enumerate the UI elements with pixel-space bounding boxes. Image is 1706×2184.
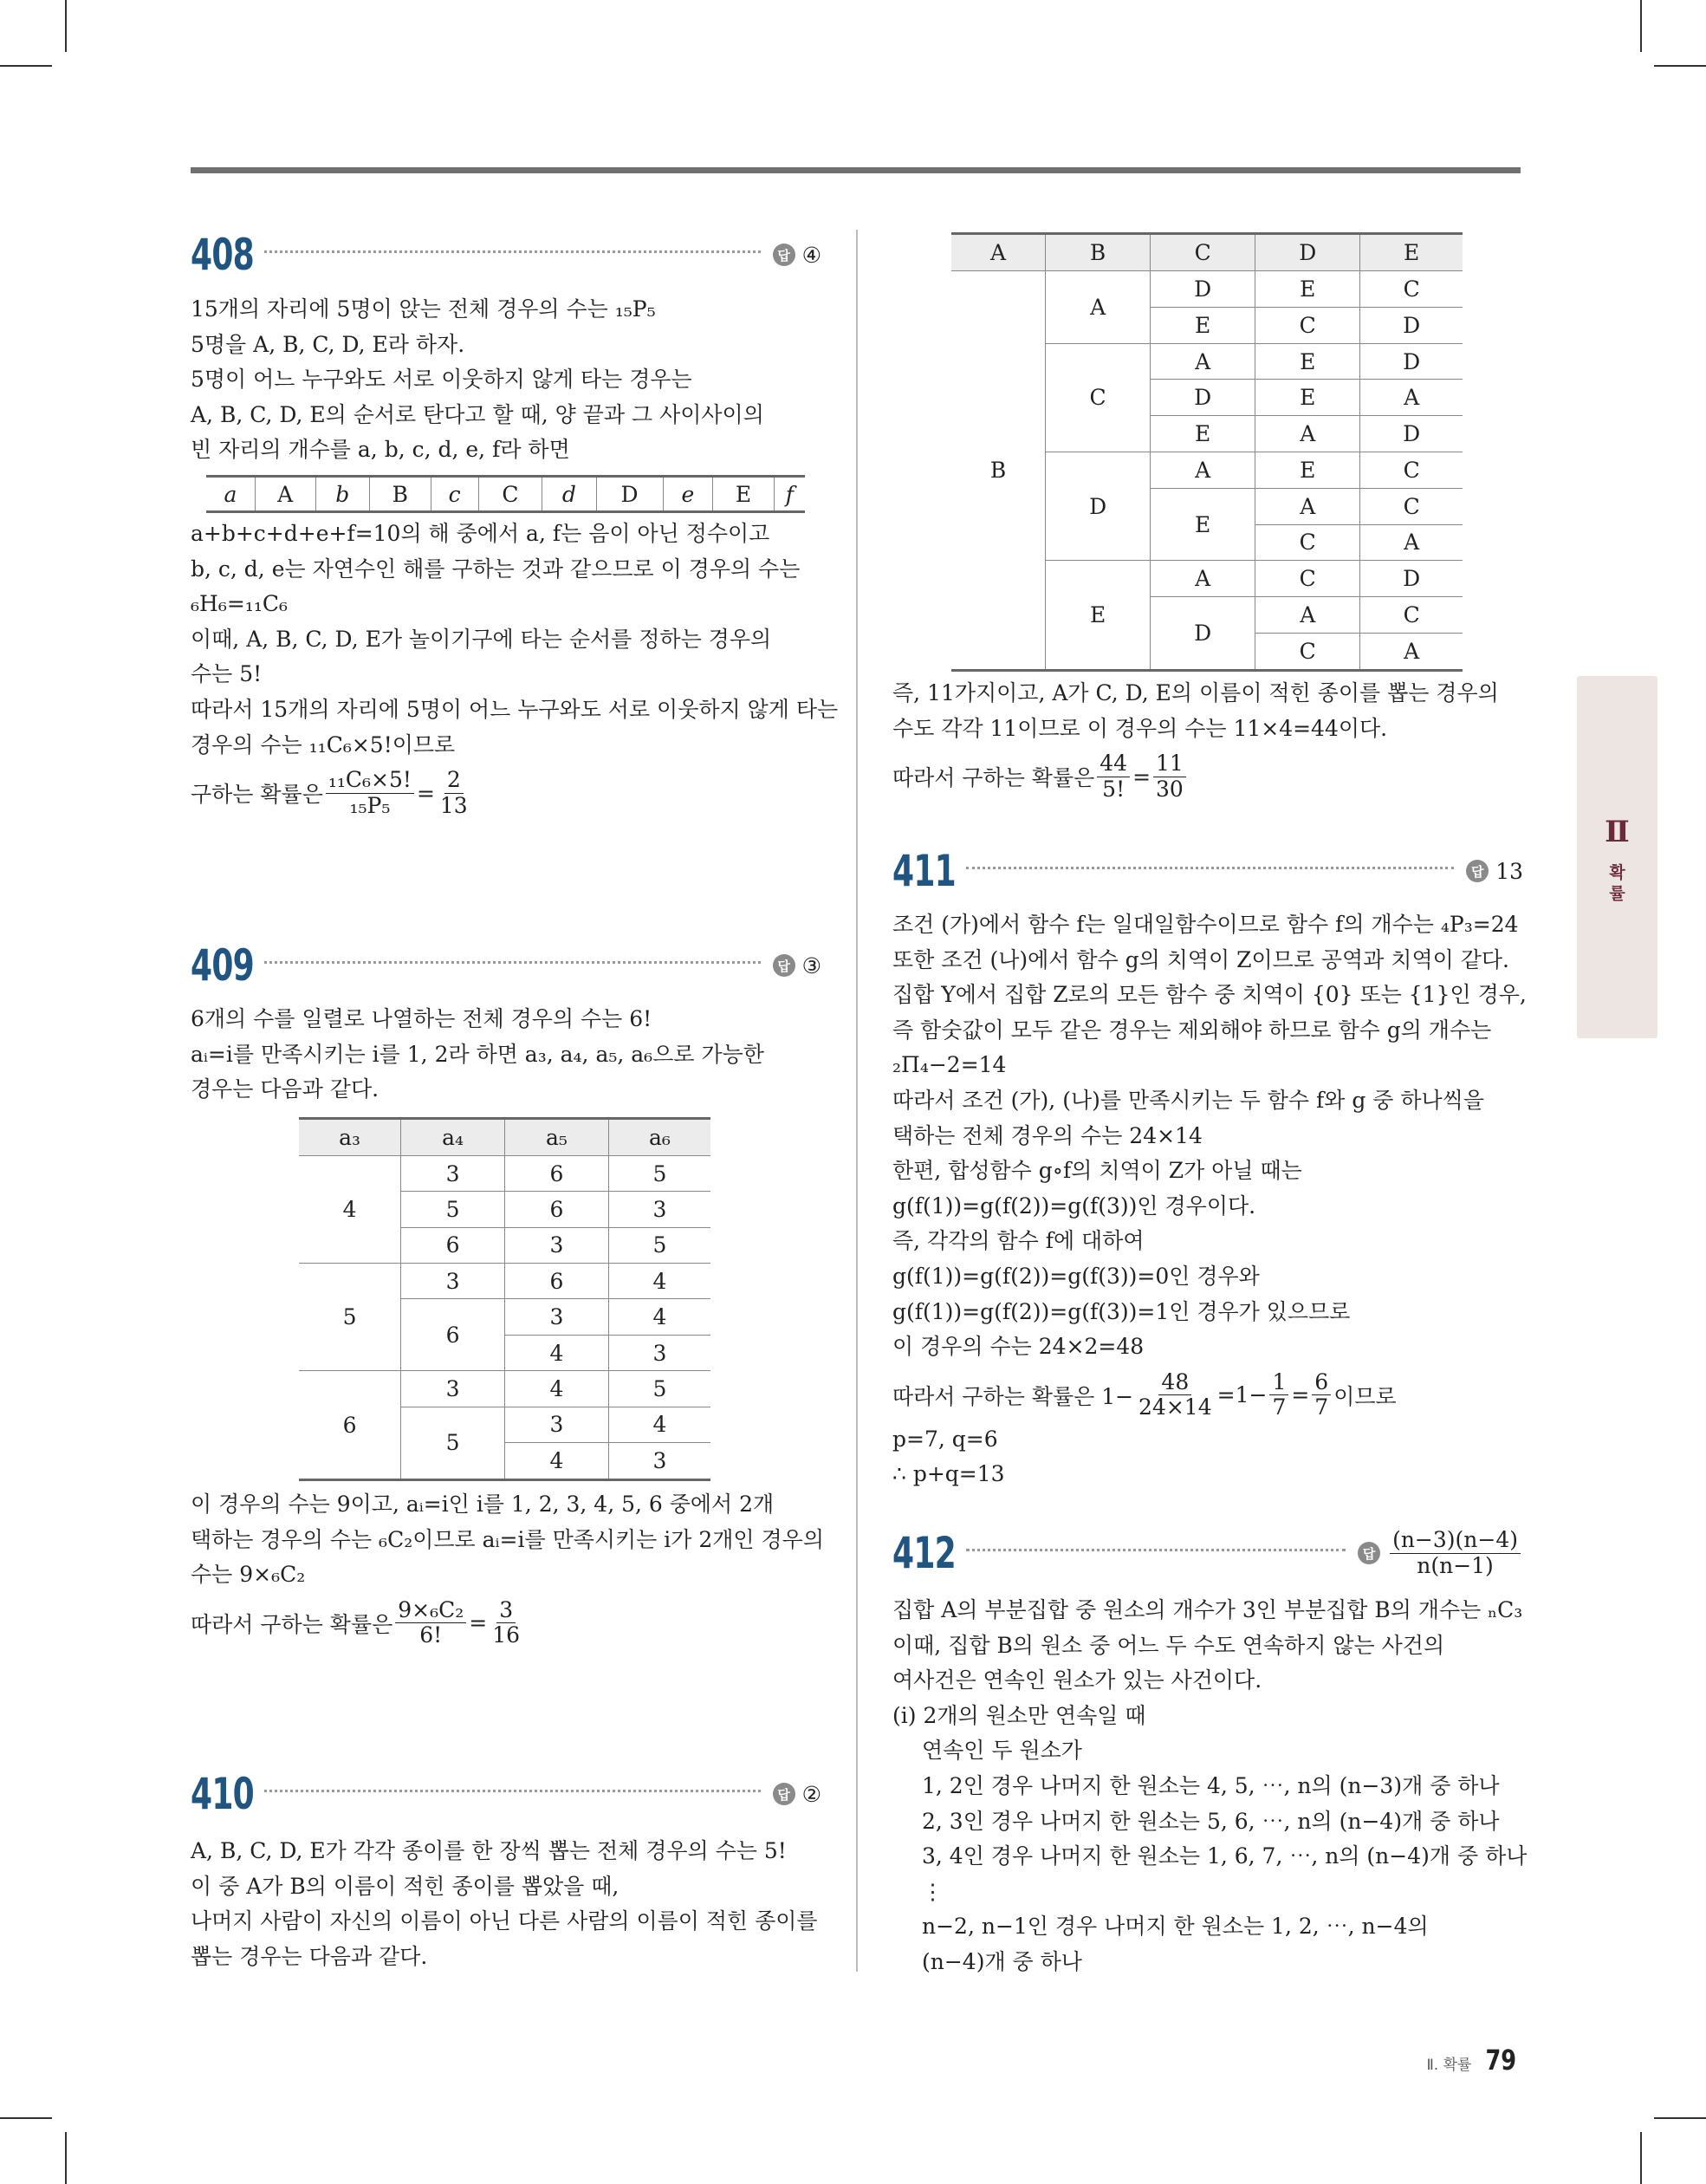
table-row bbox=[299, 1371, 710, 1407]
table-cell: E bbox=[1255, 271, 1360, 308]
fraction-numerator: ₁₁C₆×5! bbox=[326, 769, 414, 793]
crop-mark bbox=[0, 65, 52, 67]
fraction bbox=[1312, 1368, 1331, 1420]
table-cell: 3 bbox=[504, 1227, 608, 1263]
q409-table bbox=[299, 1117, 710, 1481]
problem-number: 408 bbox=[191, 230, 254, 280]
table-header-row bbox=[951, 234, 1463, 271]
q408-body-b bbox=[191, 517, 838, 820]
problem-number: 409 bbox=[191, 940, 254, 991]
text-line: 1, 2인 경우 나머지 한 원소는 4, 5, ⋯, n의 (n−3)개 중 하나 bbox=[922, 1772, 1500, 1798]
table-cell: A bbox=[1151, 452, 1255, 488]
table-cell: 4 bbox=[608, 1264, 710, 1299]
problem-number: 412 bbox=[892, 1528, 956, 1578]
table-cell: D bbox=[1151, 597, 1255, 671]
fraction bbox=[395, 1599, 466, 1648]
table-cell: A bbox=[1151, 561, 1255, 597]
text-line: 2, 3인 경우 나머지 한 원소는 5, 6, ⋯, n의 (n−4)개 중 하나 bbox=[922, 1808, 1500, 1834]
table-cell: 6 bbox=[401, 1227, 505, 1263]
text-line: 빈 자리의 개수를 a, b, c, d, e, f라 하면 bbox=[191, 437, 570, 463]
text-line: A, B, C, D, E의 순서로 탄다고 할 때, 양 끝과 그 사이사이의 bbox=[191, 401, 764, 427]
table-cell: e bbox=[663, 477, 713, 512]
table-cell: A bbox=[1046, 271, 1151, 344]
fraction-denominator: n(n−1) bbox=[1417, 1552, 1494, 1578]
text-line: 3, 4인 경우 나머지 한 원소는 1, 6, 7, ⋯, n의 (n−4)개 중 하나 bbox=[922, 1843, 1528, 1869]
table-cell: 6 bbox=[401, 1299, 505, 1371]
fraction-denominator: 13 bbox=[439, 792, 468, 818]
column-header: B bbox=[1046, 234, 1151, 271]
table-header-row bbox=[299, 1119, 710, 1156]
table-cell: 4 bbox=[608, 1299, 710, 1335]
fraction-numerator: 6 bbox=[1312, 1371, 1331, 1395]
table-cell: A bbox=[1360, 633, 1463, 670]
text-segment: = bbox=[469, 1610, 488, 1636]
table-cell: 6 bbox=[504, 1264, 608, 1299]
q410-body-a bbox=[191, 1834, 818, 1974]
text-line: g(f(1))=g(f(2))=g(f(3))=1인 경우가 있으므로 bbox=[892, 1298, 1351, 1324]
table-cell: C bbox=[478, 477, 542, 512]
text-line: ₆H₆=₁₁C₆ bbox=[191, 591, 288, 617]
text-line: 6개의 수를 일렬로 나열하는 전체 경우의 수는 6! bbox=[191, 1006, 652, 1031]
fraction-numerator: 2 bbox=[444, 769, 464, 793]
table-cell: E bbox=[1151, 307, 1255, 343]
problem-number: 411 bbox=[892, 846, 956, 896]
table-cell: d bbox=[542, 477, 596, 512]
text-segment: 따라서 구하는 확률은 bbox=[892, 765, 1095, 791]
q410-body-b bbox=[892, 676, 1499, 803]
table-row bbox=[951, 271, 1463, 308]
text-line: 수도 각각 11이므로 이 경우의 수는 11×4=44이다. bbox=[892, 715, 1388, 741]
table-cell: 4 bbox=[504, 1371, 608, 1407]
table-cell: 3 bbox=[504, 1407, 608, 1442]
fraction-denominator: 7 bbox=[1272, 1394, 1287, 1420]
q408-body-a bbox=[191, 292, 764, 468]
text-line: 또한 조건 (나)에서 함수 g의 치역이 Z이므로 공역과 치역이 같다. bbox=[892, 946, 1509, 972]
column-header: a₅ bbox=[504, 1119, 608, 1156]
table-cell: E bbox=[1255, 343, 1360, 380]
table-cell: 4 bbox=[504, 1335, 608, 1370]
table-cell: B bbox=[369, 477, 431, 512]
column-divider bbox=[856, 230, 858, 1972]
crop-mark bbox=[65, 2132, 67, 2184]
q409-body-b bbox=[191, 1487, 824, 1650]
table-cell: A bbox=[1255, 488, 1360, 524]
answer: 13 bbox=[1495, 858, 1523, 884]
column-header: a₃ bbox=[299, 1119, 401, 1156]
table-cell: 3 bbox=[608, 1335, 710, 1370]
table-cell: A bbox=[1151, 343, 1255, 380]
table-cell: 5 bbox=[608, 1155, 710, 1191]
table-cell: E bbox=[713, 477, 774, 512]
chapter-label bbox=[1577, 862, 1657, 904]
table-cell: b bbox=[315, 477, 369, 512]
table-cell: 5 bbox=[299, 1264, 401, 1371]
dotted-leader bbox=[966, 1549, 1346, 1551]
table-cell: 3 bbox=[608, 1443, 710, 1480]
table-cell: D bbox=[1151, 380, 1255, 416]
text-line: ∴ p+q=13 bbox=[892, 1461, 1005, 1487]
table-cell: a bbox=[206, 477, 255, 512]
text-line: (i) 2개의 원소만 연속일 때 bbox=[892, 1702, 1146, 1728]
q410-header bbox=[191, 1768, 821, 1820]
fraction bbox=[1269, 1368, 1288, 1420]
table-cell: 3 bbox=[401, 1371, 505, 1407]
chapter-numeral: Ⅱ bbox=[1605, 815, 1630, 849]
fraction-denominator: 24×14 bbox=[1138, 1394, 1212, 1420]
fraction bbox=[326, 769, 414, 817]
answer-badge-icon: 답 bbox=[773, 244, 795, 266]
text-line: 5명을 A, B, C, D, E라 하자. bbox=[191, 331, 465, 357]
text-segment: 따라서 구하는 확률은 1− bbox=[892, 1383, 1134, 1409]
table-cell: 3 bbox=[504, 1299, 608, 1335]
column-header: C bbox=[1151, 234, 1255, 271]
table-cell: 5 bbox=[401, 1407, 505, 1479]
text-line: 집합 Y에서 집합 Z로의 모든 함수 중 치역이 {0} 또는 {1}인 경우, bbox=[892, 982, 1527, 1008]
text-line: 택하는 경우의 수는 ₆C₂이므로 aᵢ=i를 만족시키는 i가 2개인 경우의 bbox=[191, 1526, 824, 1552]
table-cell: 5 bbox=[401, 1192, 505, 1227]
table-cell: E bbox=[1046, 561, 1151, 671]
table-row bbox=[206, 477, 805, 512]
text-line: 즉 함숫값이 모두 같은 경우는 제외해야 하므로 함수 g의 개수는 bbox=[892, 1017, 1492, 1043]
table-cell: C bbox=[1255, 561, 1360, 597]
text-line: b, c, d, e는 자연수인 해를 구하는 것과 같으므로 이 경우의 수는 bbox=[191, 556, 801, 582]
q409-body-a bbox=[191, 1002, 764, 1108]
text-line: 조건 (가)에서 함수 f는 일대일함수이므로 함수 f의 개수는 ₄P₃=24 bbox=[892, 912, 1519, 937]
fraction-numerator: 1 bbox=[1269, 1371, 1288, 1395]
table-cell: 3 bbox=[401, 1264, 505, 1299]
text-line: n−2, n−1인 경우 나머지 한 원소는 1, 2, ⋯, n−4의 bbox=[922, 1914, 1429, 1940]
fraction-denominator: 6! bbox=[419, 1622, 443, 1648]
text-line: ₂Π₄−2=14 bbox=[892, 1052, 1007, 1078]
text-line: 뽑는 경우는 다음과 같다. bbox=[191, 1943, 428, 1969]
text-line: 경우의 수는 ₁₁C₆×5!이므로 bbox=[191, 731, 456, 757]
text-segment: 구하는 확률은 bbox=[191, 782, 323, 808]
text-line: 따라서 15개의 자리에 5명이 어느 누구와도 서로 이웃하지 않게 타는 bbox=[191, 696, 839, 722]
text-line: g(f(1))=g(f(2))=g(f(3))=0인 경우와 bbox=[892, 1263, 1260, 1289]
table-cell: C bbox=[1255, 633, 1360, 670]
table-cell: 4 bbox=[608, 1407, 710, 1442]
text-line: A, B, C, D, E가 각각 종이를 한 장씩 뽑는 전체 경우의 수는 5! bbox=[191, 1838, 787, 1863]
table-cell: 5 bbox=[608, 1227, 710, 1263]
text-line: 수는 5! bbox=[191, 661, 263, 687]
column-header: D bbox=[1255, 234, 1360, 271]
table-cell: C bbox=[1255, 524, 1360, 561]
table-cell: D bbox=[1046, 452, 1151, 560]
text-line: 이 경우의 수는 9이고, aᵢ=i인 i를 1, 2, 3, 4, 5, 6 중에서 2개 bbox=[191, 1492, 775, 1517]
column-header: a₄ bbox=[401, 1119, 505, 1156]
table-cell: c bbox=[431, 477, 478, 512]
text-line: 나머지 사람이 자신의 이름이 아닌 다른 사람의 이름이 적힌 종이를 bbox=[191, 1908, 818, 1934]
probability-line bbox=[191, 766, 838, 820]
q412-header bbox=[892, 1527, 1523, 1579]
table-cell: E bbox=[1151, 416, 1255, 452]
answer: ② bbox=[801, 1781, 821, 1807]
q409-header bbox=[191, 939, 821, 991]
text-line: p=7, q=6 bbox=[892, 1426, 998, 1452]
table-cell: D bbox=[596, 477, 663, 512]
chapter-label-char: 률 bbox=[1609, 884, 1625, 903]
text-line: 택하는 전체 경우의 수는 24×14 bbox=[892, 1122, 1203, 1148]
fraction bbox=[438, 769, 470, 817]
q411-header bbox=[892, 845, 1523, 897]
table-cell: E bbox=[1255, 452, 1360, 488]
table-cell: A bbox=[1255, 597, 1360, 634]
table-cell: f bbox=[774, 477, 805, 512]
text-segment: = bbox=[1291, 1382, 1310, 1408]
q408-table bbox=[206, 475, 805, 513]
table-cell: C bbox=[1360, 488, 1463, 524]
fraction-numerator: 44 bbox=[1097, 752, 1130, 777]
table-cell: E bbox=[1151, 488, 1255, 561]
answer: ③ bbox=[801, 952, 821, 978]
fraction-numerator: 11 bbox=[1153, 752, 1186, 777]
text-segment: 따라서 구하는 확률은 bbox=[191, 1611, 393, 1637]
table-cell: 3 bbox=[608, 1192, 710, 1227]
text-line: 수는 9×₆C₂ bbox=[191, 1562, 306, 1588]
fraction bbox=[1136, 1368, 1215, 1420]
answer-fraction bbox=[1390, 1529, 1521, 1577]
table-cell: 6 bbox=[504, 1155, 608, 1191]
text-line: 이때, 집합 B의 원소 중 어느 두 수도 연속하지 않는 사건의 bbox=[892, 1632, 1445, 1658]
table-cell: 4 bbox=[299, 1155, 401, 1263]
q408-header bbox=[191, 229, 821, 281]
text-line: 따라서 조건 (가), (나)를 만족시키는 두 함수 f와 g 중 하나씩을 bbox=[892, 1087, 1484, 1113]
column-header: A bbox=[951, 234, 1046, 271]
answer: ④ bbox=[801, 242, 821, 268]
dotted-leader bbox=[264, 1790, 761, 1792]
text-line: 한편, 합성함수 g∘f의 치역이 Z가 아닐 때는 bbox=[892, 1158, 1302, 1184]
fraction-numerator: 9×₆C₂ bbox=[395, 1599, 466, 1623]
q411-body bbox=[892, 907, 1527, 1492]
crop-mark bbox=[1640, 2132, 1642, 2184]
fraction bbox=[1097, 752, 1130, 801]
chapter-label-char: 확 bbox=[1609, 863, 1625, 882]
crop-mark bbox=[0, 2117, 52, 2119]
table-cell: 5 bbox=[608, 1371, 710, 1407]
table-cell: 4 bbox=[504, 1443, 608, 1480]
table-row bbox=[299, 1155, 710, 1191]
crop-mark bbox=[65, 0, 67, 52]
dotted-leader bbox=[264, 250, 761, 253]
probability-line bbox=[191, 1596, 824, 1650]
table-cell: 6 bbox=[504, 1192, 608, 1227]
fraction-denominator: 30 bbox=[1156, 776, 1184, 802]
text-line: a+b+c+d+e+f=10의 해 중에서 a, f는 음이 아닌 정수이고 bbox=[191, 521, 770, 546]
text-line: 15개의 자리에 5명이 앉는 전체 경우의 수는 ₁₅P₅ bbox=[191, 296, 656, 322]
table-cell: D bbox=[1151, 271, 1255, 308]
footer-chapter: Ⅱ. 확률 bbox=[1426, 2057, 1472, 2074]
table-cell: D bbox=[1360, 416, 1463, 452]
fraction-denominator: ₁₅P₅ bbox=[349, 792, 391, 818]
text-segment: 이므로 bbox=[1333, 1383, 1397, 1409]
answer-badge-icon: 답 bbox=[773, 1783, 795, 1805]
dotted-leader bbox=[966, 867, 1454, 869]
table-cell: C bbox=[1360, 597, 1463, 634]
table-cell: A bbox=[1360, 380, 1463, 416]
problem-number: 410 bbox=[191, 1769, 254, 1819]
text-line: 이 경우의 수는 24×2=48 bbox=[892, 1334, 1145, 1360]
table-cell: A bbox=[1255, 416, 1360, 452]
top-rule bbox=[191, 167, 1521, 173]
table-cell: B bbox=[951, 271, 1046, 671]
text-line: 연속인 두 원소가 bbox=[922, 1738, 1082, 1764]
fraction bbox=[1153, 752, 1186, 801]
text-line: 즉, 11가지이고, A가 C, D, E의 이름이 적힌 종이를 뽑는 경우의 bbox=[892, 680, 1499, 705]
chapter-side-tab bbox=[1577, 676, 1657, 1038]
table-cell: 3 bbox=[401, 1155, 505, 1191]
dotted-leader bbox=[264, 961, 761, 964]
text-line: 집합 A의 부분집합 중 원소의 개수가 3인 부분집합 B의 개수는 ₙC₃ bbox=[892, 1597, 1523, 1622]
text-segment: = bbox=[416, 780, 435, 806]
answer-badge-icon: 답 bbox=[1466, 860, 1489, 882]
fraction-denominator: 16 bbox=[492, 1622, 521, 1648]
answer-badge-icon: 답 bbox=[1358, 1542, 1380, 1564]
text-segment: = bbox=[1132, 764, 1151, 790]
table-cell: C bbox=[1360, 452, 1463, 488]
fraction-numerator: (n−3)(n−4) bbox=[1390, 1529, 1521, 1553]
text-line: aᵢ=i를 만족시키는 i를 1, 2라 하면 a₃, a₄, a₅, a₆으로 가능한 bbox=[191, 1041, 764, 1067]
page-number: 79 bbox=[1485, 2044, 1517, 2077]
fraction bbox=[490, 1599, 522, 1648]
text-line: 5명이 어느 누구와도 서로 이웃하지 않게 타는 경우는 bbox=[191, 367, 692, 393]
column-header: a₆ bbox=[608, 1119, 710, 1156]
table-cell: D bbox=[1360, 343, 1463, 380]
table-cell: C bbox=[1255, 307, 1360, 343]
answer-badge-icon: 답 bbox=[773, 954, 795, 977]
crop-mark bbox=[1654, 2117, 1706, 2119]
table-cell: C bbox=[1360, 271, 1463, 308]
q410-table bbox=[951, 232, 1463, 672]
table-cell: D bbox=[1360, 561, 1463, 597]
text-line: 여사건은 연속인 원소가 있는 사건이다. bbox=[892, 1667, 1262, 1693]
table-cell: 6 bbox=[299, 1371, 401, 1480]
fraction-numerator: 48 bbox=[1158, 1371, 1191, 1395]
table-cell: A bbox=[255, 477, 315, 512]
text-line: 이 중 A가 B의 이름이 적힌 종이를 뽑았을 때, bbox=[191, 1873, 619, 1899]
crop-mark bbox=[1654, 65, 1706, 67]
text-line: ⋮ bbox=[922, 1878, 944, 1904]
probability-line bbox=[892, 750, 1499, 803]
text-line: (n−4)개 중 하나 bbox=[922, 1948, 1082, 1974]
text-line: 이때, A, B, C, D, E가 놀이기구에 타는 순서를 정하는 경우의 bbox=[191, 626, 772, 652]
table-cell: C bbox=[1046, 343, 1151, 452]
fraction-denominator: 7 bbox=[1314, 1394, 1329, 1420]
table-row bbox=[299, 1264, 710, 1299]
q412-body bbox=[892, 1593, 1527, 1980]
table-cell: E bbox=[1255, 380, 1360, 416]
text-line: 경우는 다음과 같다. bbox=[191, 1076, 379, 1102]
probability-line bbox=[892, 1368, 1527, 1422]
text-segment: =1− bbox=[1216, 1382, 1268, 1408]
table-cell: D bbox=[1360, 307, 1463, 343]
crop-mark bbox=[1640, 0, 1642, 52]
page-footer bbox=[1426, 2044, 1521, 2077]
text-line: g(f(1))=g(f(2))=g(f(3))인 경우이다. bbox=[892, 1193, 1256, 1219]
text-line: 즉, 각각의 함수 f에 대하여 bbox=[892, 1228, 1145, 1254]
column-header: E bbox=[1360, 234, 1463, 271]
fraction-numerator: 3 bbox=[496, 1599, 516, 1623]
table-cell: A bbox=[1360, 524, 1463, 561]
fraction-denominator: 5! bbox=[1102, 776, 1125, 802]
